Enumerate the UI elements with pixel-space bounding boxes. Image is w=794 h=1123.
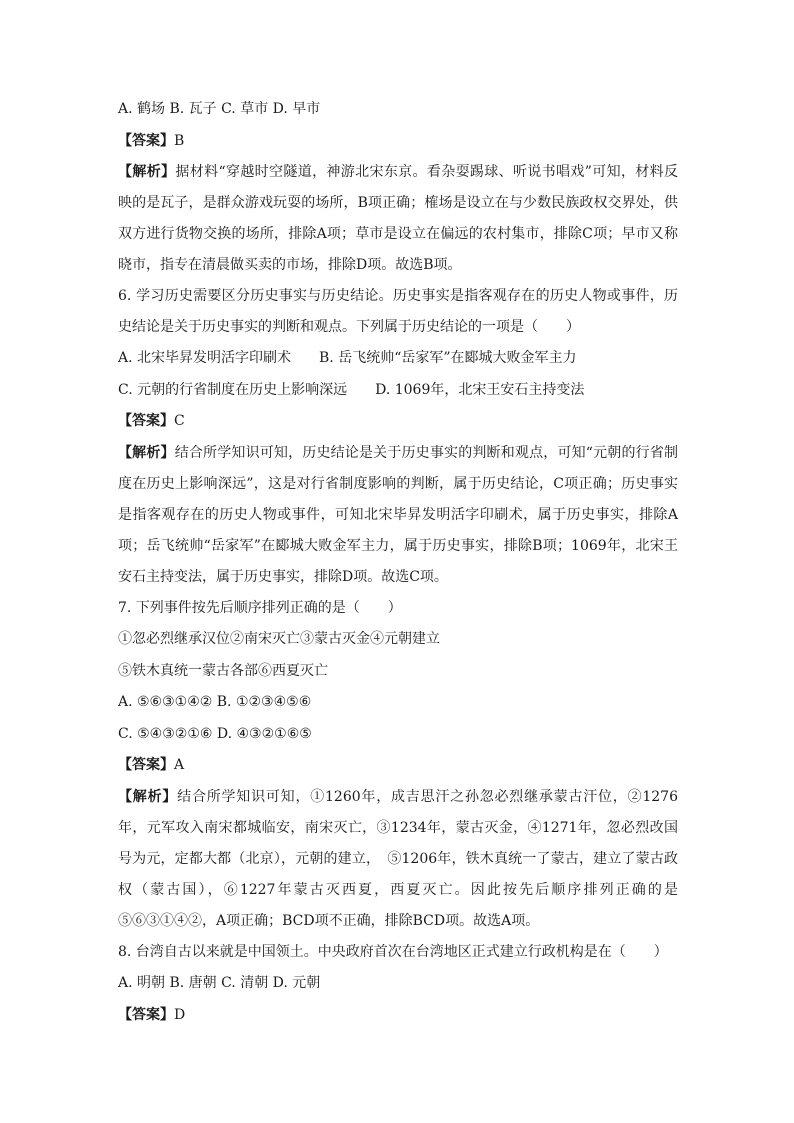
answer-label: 【答案】 <box>118 757 174 773</box>
q8-options: A. 明朝 B. 唐朝 C. 清朝 D. 元朝 <box>118 975 321 991</box>
answer-value: D <box>174 1006 186 1023</box>
q7-analysis <box>118 782 678 937</box>
answer-label: 【答案】 <box>118 413 174 429</box>
analysis-text: 据材料“穿越时空隧道，神游北宋东京。看杂耍踢球、听说书唱戏”可知，材料反映的是瓦子，是群众游戏玩耍的场所，B项正确；榷场是设立在与少数民族政权交界处，供双方进行货物交换的场所，排除A项；草市是设立在偏远的农村集市，排除C项；早市又称晓市，指专在清晨做买卖的市场，排除D项。故选B项。 <box>118 164 679 273</box>
q7-option-ab: A. ⑤⑥③①④② B. ①②③④⑤⑥ <box>118 694 312 710</box>
q5-options: A. 鹤场 B. 瓦子 C. 草市 D. 早市 <box>118 101 321 117</box>
q8-stem: 8. 台湾自古以来就是中国领土。中央政府首次在台湾地区正式建立行政机构是在（ ） <box>118 943 668 960</box>
q6-option-ab: A. 北宋毕昇发明活字印刷术 B. 岳飞统帅“岳家军”在郾城大败金军主力 <box>118 350 577 366</box>
q7-option-cd: C. ⑤④③②①⑥ D. ④③②①⑥⑤ <box>118 725 312 742</box>
answer-label: 【答案】 <box>118 1006 174 1023</box>
q7-answer <box>118 754 678 776</box>
answer-label: 【答案】 <box>118 132 174 149</box>
analysis-text: 结合所学知识可知，①1260年，成吉思汗之孙忽必烈继承蒙古汗位，②1276年，元军攻入南宋都城临安，南宋灭亡，③1234年，蒙古灭金，④1271年，忽必烈改国号为元，定都大都（北京），元朝的建立， ⑤1206年，铁木真统一了蒙古，建立了蒙古政权（蒙古国），⑥1227年蒙古灭西夏，西夏灭亡。因此按先后顺序排列正确的是⑤⑥③①④②，A项正确；BCD项不正确，排除BCD项。故选A项。 <box>118 788 679 929</box>
q6-stem: 6. 学习历史需要区分历史事实与历史结论。历史事实是指客观存在的历史人物或事件，历史结论是关于历史事实的判断和观点。下列属于历史结论的一项是（ ） <box>118 288 678 335</box>
analysis-text: 结合所学知识可知，历史结论是关于历史事实的判断和观点，可知“元朝的行省制度在历史上影响深远”，这是对行省制度影响的判断，属于历史结论，C项正确；历史事实是指客观存在的历史人物或事件，可知北宋毕昇发明活字印刷术，属于历史事实，排除A项；岳飞统帅“岳家军”在郾城大败金军主力，属于历史事实，排除B项；1069年，北宋王安石主持变法，属于历史事实，排除D项。故选C项。 <box>118 444 679 585</box>
document-page <box>118 98 678 1035</box>
q6-analysis <box>118 438 678 593</box>
q5-answer <box>118 130 678 152</box>
analysis-label: 【解析】 <box>118 444 175 461</box>
answer-value: B <box>174 132 185 149</box>
answer-value: C <box>174 413 185 429</box>
q7-events-2: ⑤铁木真统一蒙古各部⑥西夏灭亡 <box>118 662 328 679</box>
q7-events-1: ①忽必烈继承汉位②南宋灭亡③蒙古灭金④元朝建立 <box>118 631 440 647</box>
q7-stem: 7. 下列事件按先后顺序排列正确的是（ ） <box>118 599 402 616</box>
q6-option-cd: C. 元朝的行省制度在历史上影响深远 D. 1069年，北宋王安石主持变法 <box>118 381 585 398</box>
analysis-label: 【解析】 <box>118 788 178 805</box>
q8-answer <box>118 1004 678 1026</box>
q6-answer <box>118 410 678 432</box>
answer-value: A <box>174 757 185 773</box>
q5-analysis <box>118 157 678 281</box>
analysis-label: 【解析】 <box>118 164 176 180</box>
